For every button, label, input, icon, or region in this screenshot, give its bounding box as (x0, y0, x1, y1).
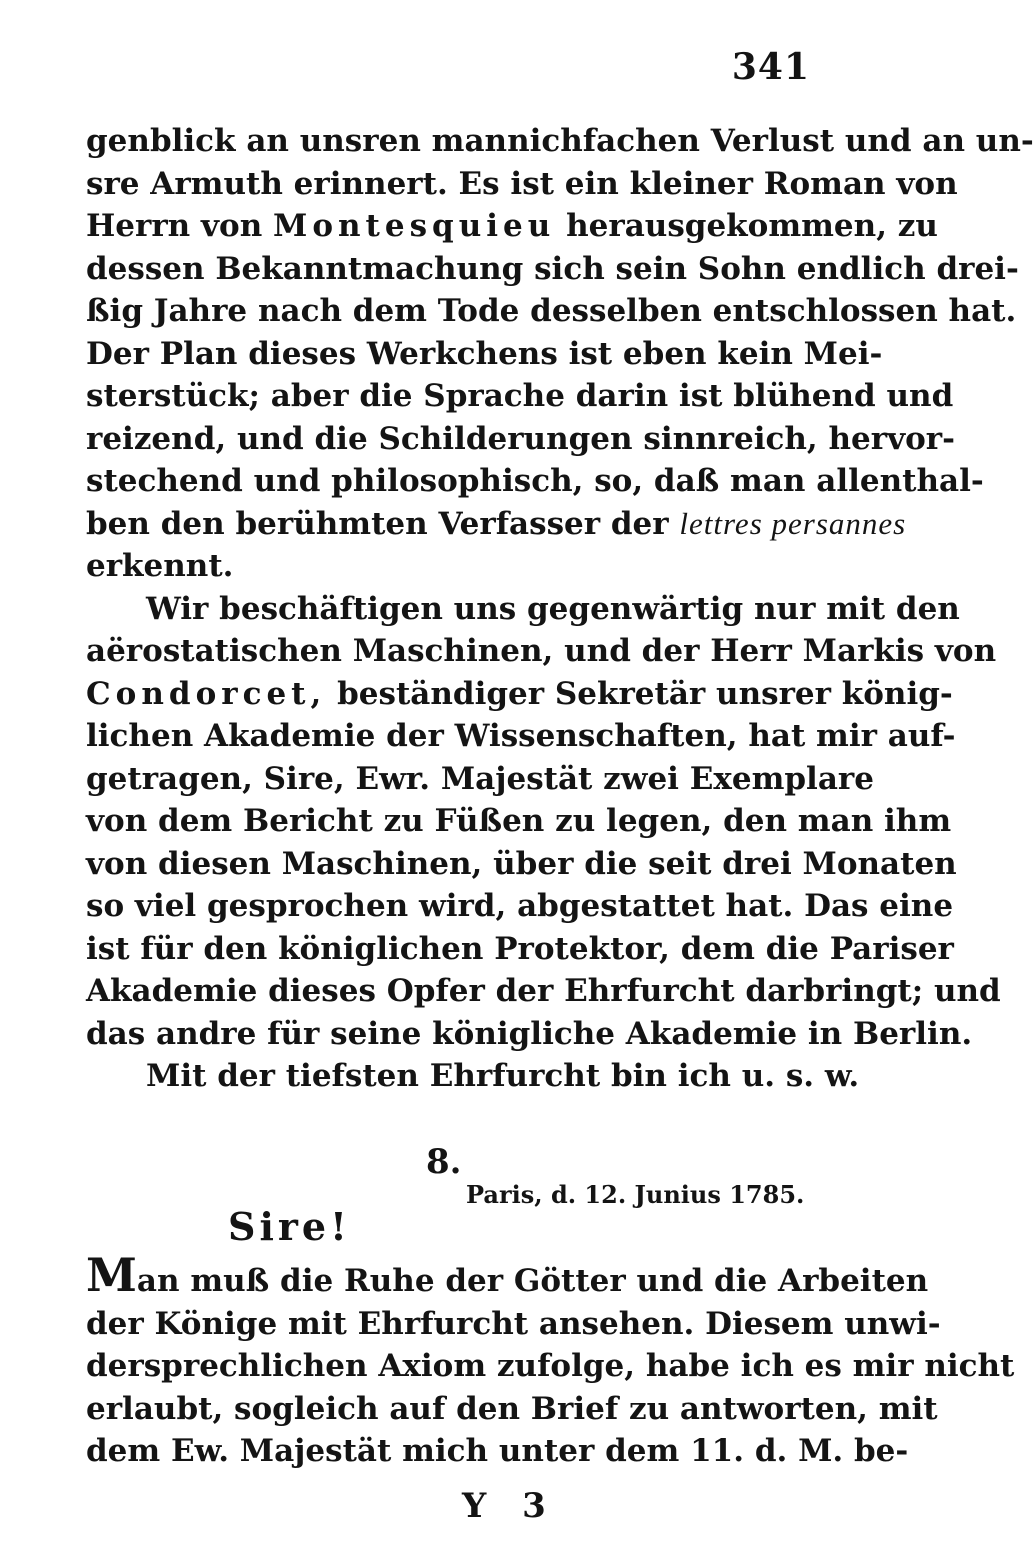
text-line: stechend und philosophisch, so, daß man allenthal- (86, 463, 984, 499)
text-fragment: Herrn von (86, 208, 274, 244)
text-line: von dem Bericht zu Füßen zu legen, den man ihm (86, 803, 952, 839)
text-line: dem Ew. Majestät mich unter dem 11. d. M. be- (86, 1433, 909, 1469)
text-fragment: an muß die Ruhe der Götter und die Arbeiten (136, 1263, 929, 1299)
letter-number: 8. (426, 1142, 462, 1182)
text-line: erkennt. (86, 548, 234, 584)
text-line (86, 205, 938, 248)
text-line: ßig Jahre nach dem Tode desselben entschlossen hat. (86, 293, 1017, 329)
letter-salutation: Sire! (228, 1204, 351, 1249)
text-line: reizend, und die Schilderungen sinnreich, hervor- (86, 420, 955, 457)
text-line: der Könige mit Ehrfurcht ansehen. Diesem unwi- (86, 1305, 941, 1342)
text-line: dersprechlichen Axiom zufolge, habe ich es mir nicht (86, 1348, 1015, 1384)
text-line: ist für den königlichen Protektor, dem die Pariser (86, 930, 954, 967)
text-line: Akademie dieses Opfer der Ehrfurcht darbringt; und (86, 973, 1001, 1009)
page-number: 341 (731, 46, 810, 88)
text-fragment: ben den berühmten Verfasser der (86, 505, 669, 542)
text-line: sre Armuth erinnert. Es ist ein kleiner Roman von (86, 165, 958, 202)
text-line: Der Plan dieses Werkchens ist eben kein Mei- (86, 335, 883, 372)
text-line (86, 673, 953, 716)
text-line (86, 503, 907, 546)
letter-body-continued (86, 120, 1034, 1098)
book-title-latin: lettres persannes (679, 505, 907, 541)
drop-cap: M (86, 1248, 137, 1302)
text-line: das andre für seine königliche Akademie in Berlin. (86, 1015, 973, 1052)
letter-body (86, 1248, 1015, 1473)
letter-dateline: Paris, d. 12. Junius 1785. (466, 1180, 805, 1209)
text-fragment: herausgekommen, zu (555, 208, 938, 244)
text-line: Wir beschäftigen uns gegenwärtig nur mit den (146, 590, 960, 627)
text-line: genblick an unsren mannichfachen Verlust und an un- (86, 123, 1034, 159)
text-line: lichen Akademie der Wissenschaften, hat mir auf- (86, 718, 956, 754)
text-line: sterstück; aber die Sprache darin ist blühend und (86, 378, 954, 414)
text-line: dessen Bekanntmachung sich sein Sohn endlich drei- (86, 250, 1019, 287)
author-name: Montesquieu (273, 208, 556, 244)
text-fragment: beständiger Sekretär unsrer könig- (337, 675, 953, 712)
person-name: Condorcet, (86, 675, 327, 712)
text-line (86, 1248, 929, 1303)
text-line: erlaubt, sogleich auf den Brief zu antworten, mit (86, 1390, 938, 1427)
text-line: aërostatischen Maschinen, und der Herr Markis von (86, 633, 997, 669)
printer-signature-mark: Y 3 (462, 1486, 558, 1526)
text-line: getragen, Sire, Ewr. Majestät zwei Exemplare (86, 760, 874, 797)
text-line: von diesen Maschinen, über die seit drei Monaten (86, 845, 957, 882)
text-line: so viel gesprochen wird, abgestattet hat. Das eine (86, 888, 954, 924)
closing-line: Mit der tiefsten Ehrfurcht bin ich u. s. w. (146, 1058, 860, 1094)
